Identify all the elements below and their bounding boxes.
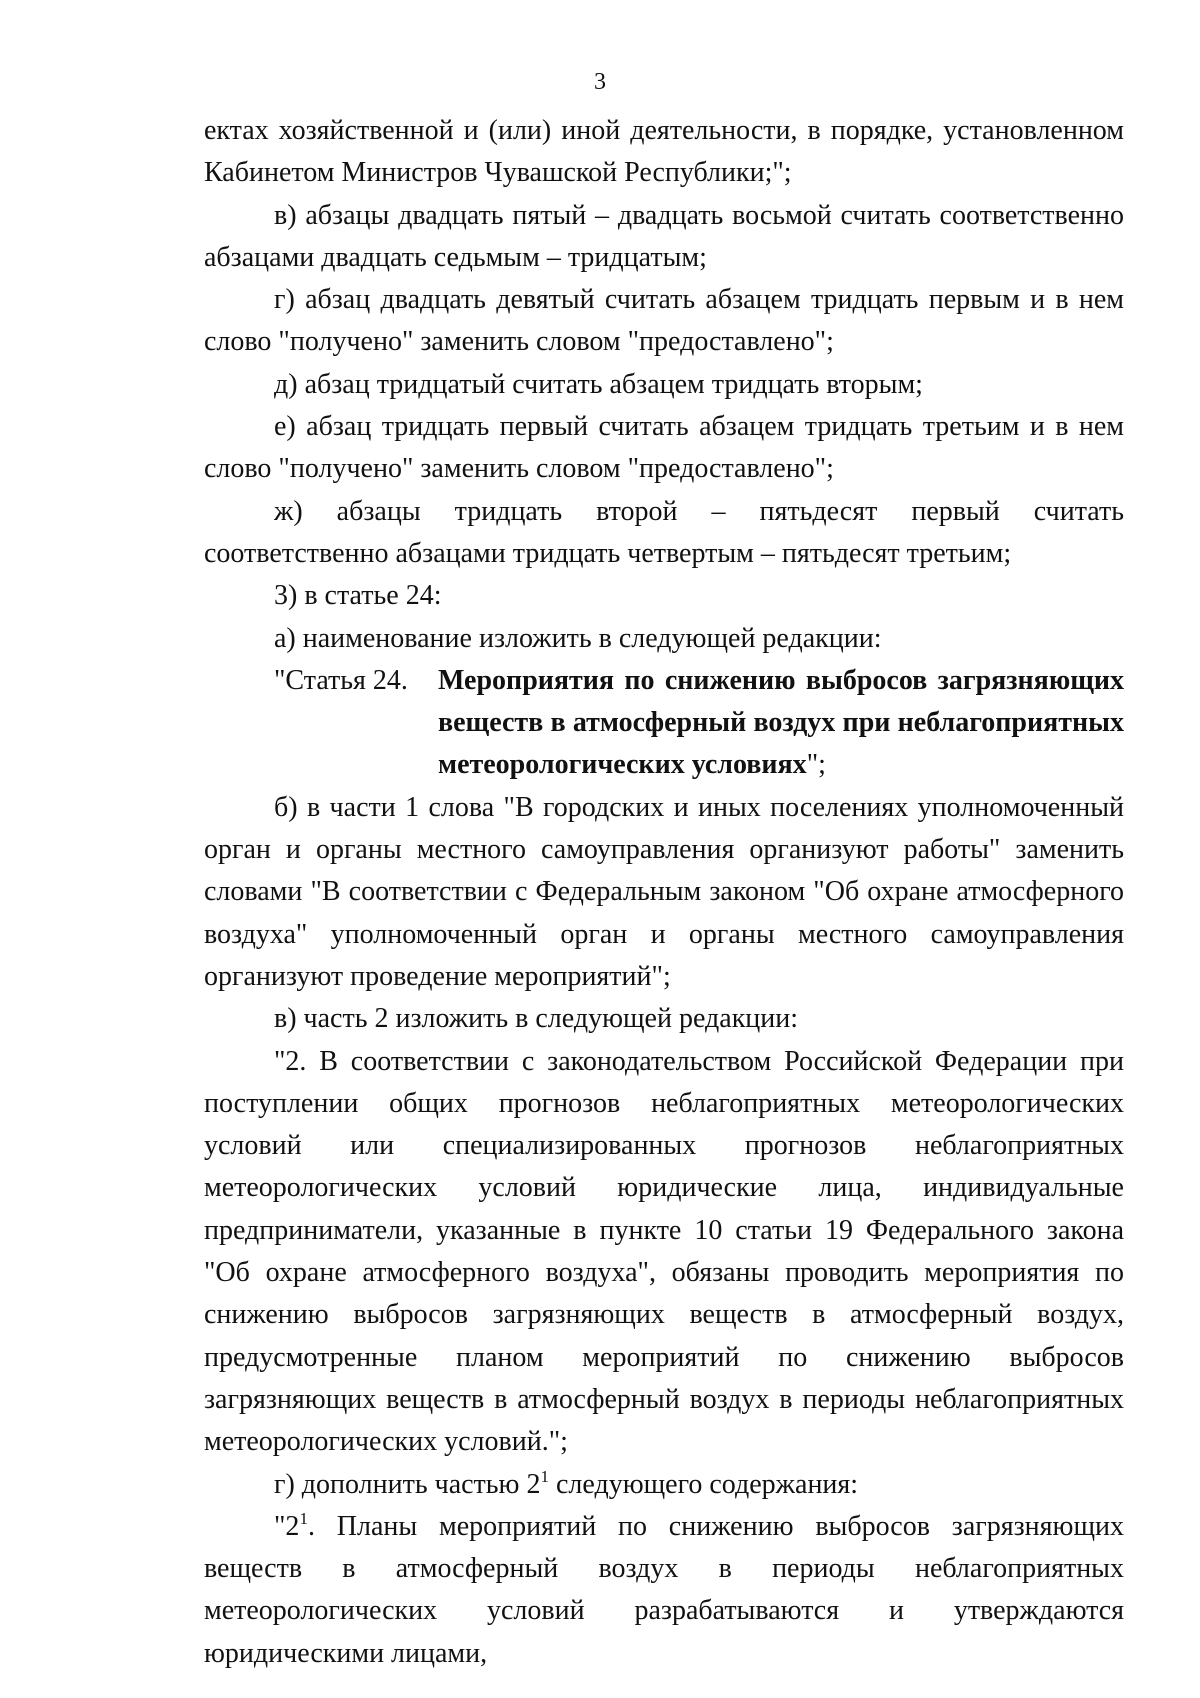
superscript-1: 1 [540,1466,549,1486]
paragraph-item-v-part2: в) часть 2 изложить в следующей редакции: [274,1003,799,1035]
paragraph-item-a: а) наименование изложить в следующей редакции: [274,622,882,654]
article-title [438,660,1124,787]
paragraph-item-g-part2-1 [204,1464,1124,1506]
article-heading-block [204,660,1124,787]
paragraph-part-2-1-text [204,1506,1124,1675]
paragraph-item-d: д) абзац тридцатый считать абзацем тридцать вторым; [274,368,923,400]
superscript-1: 1 [299,1508,308,1528]
paragraph-item-v: в) абзацы двадцать пятый – двадцать восьмой считать соответственно абзацами двадцать седьмым – тридцатым; [204,199,1124,273]
paragraph-item-b: б) в части 1 слова "В городских и иных поселениях уполномоченный орган и органы местного самоуправления организуют работы" заменить словами "В соответствии с Федеральным законом "Об охране атмосферного воздуха" уполномоченный орган и органы местного самоуправления организуют проведение мероприятий"; [204,791,1124,992]
article-number: "Статья 24. [274,664,408,696]
article-title-text: Мероприятия по снижению выбросов загрязняющих веществ в атмосферный воздух при неблагоприятных метеорологических условиях [438,664,1124,781]
paragraph-item-zh: ж) абзацы тридцать второй – пятьдесят первый считать соответственно абзацами тридцать четвертым – пятьдесят третьим; [204,495,1124,569]
paragraph-item-e: е) абзац тридцать первый считать абзацем тридцать третьим и в нем слово "получено" заменить словом "предоставлено"; [204,411,1124,485]
document-body [204,110,1124,1675]
paragraph-part-2-text: "2. В соответствии с законодательством Российской Федерации при поступлении общих прогнозов неблагоприятных метеорологических условий или специализированных прогнозов неблагоприятных метеорологических условий юридические лица, индивидуальные предприниматели, указанные в пункте 10 статьи 19 Федерального закона "Об охране атмосферного воздуха", обязаны проводить мероприятия по снижению выбросов загрязняющих веществ в атмосферный воздух, предусмотренные планом мероприятий по снижению выбросов загрязняющих веществ в атмосферный воздух в периоды неблагоприятных метеорологических условий."; [204,1045,1124,1458]
paragraph-item-g: г) абзац двадцать девятый считать абзацем тридцать первым и в нем слово "получено" заменить словом "предоставлено"; [204,284,1124,358]
paragraph-item-g-text-before: г) дополнить частью 2 [274,1468,541,1500]
paragraph-continuation: ектах хозяйственной и (или) иной деятельности, в порядке, установленном Кабинетом Министров Чувашской Республики;"; [204,115,1124,189]
paragraph-item-g-text-after: следующего содержания: [548,1468,859,1500]
paragraph-article-24: 3) в статье 24: [274,580,442,612]
paragraph-part-2-1-body: . Планы мероприятий по снижению выбросов загрязняющих веществ в атмосферный воздух в периоды неблагоприятных метеорологических условий разрабатываются и утверждаются юридическими лицами, [204,1510,1124,1669]
article-title-closing: "; [806,749,826,781]
page-number: 3 [594,69,606,95]
paragraph-part-2-1-number: "2 [274,1510,300,1542]
